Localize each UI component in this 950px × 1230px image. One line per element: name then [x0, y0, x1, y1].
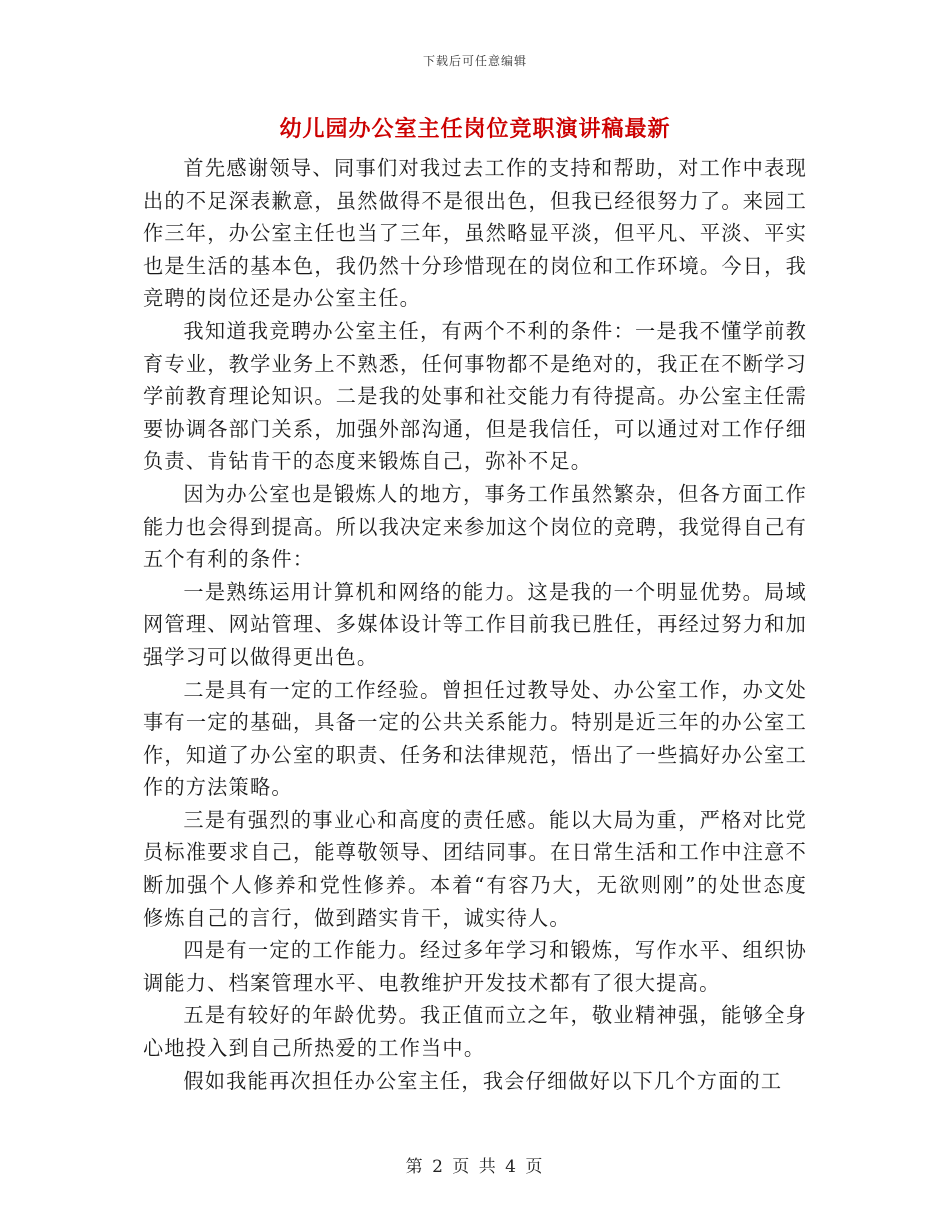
- paragraph: 四是有一定的工作能力。经过多年学习和锻炼，写作水平、组织协调能力、档案管理水平、电教维护开发技术都有了很大提高。: [143, 938, 807, 995]
- header-note: 下载后可任意编辑: [422, 54, 527, 68]
- paragraph: 首先感谢领导、同事们对我过去工作的支持和帮助，对工作中表现出的不足深表歉意，虽然做得不是很出色，但我已经很努力了。来园工作三年，办公室主任也当了三年，虽然略显平淡，但平凡、平淡、平实也是生活的基本色，我仍然十分珍惜现在的岗位和工作环境。今日，我竞聘的岗位还是办公室主任。: [143, 156, 807, 311]
- paragraph: 因为办公室也是锻炼人的地方，事务工作虽然繁杂，但各方面工作能力也会得到提高。所以我决定来参加这个岗位的竞聘，我觉得自己有五个有利的条件：: [143, 481, 807, 572]
- document-title: 幼儿园办公室主任岗位竞职演讲稿最新: [279, 117, 671, 142]
- paragraph: 我知道我竞聘办公室主任，有两个不利的条件：一是我不懂学前教育专业，教学业务上不熟悉，任何事物都不是绝对的，我正在不断学习学前教育理论知识。二是我的处事和社交能力有待提高。办公室主任需要协调各部门关系，加强外部沟通，但是我信任，可以通过对工作仔细负责、肯钻肯干的态度来锻炼自己，弥补不足。: [143, 318, 807, 474]
- paragraph: 二是具有一定的工作经验。曾担任过教导处、办公室工作，办文处事有一定的基础，具备一定的公共关系能力。特别是近三年的办公室工作，知道了办公室的职责、任务和法律规范，悟出了一些搞好办公室工作的方法策略。: [143, 677, 807, 800]
- paragraph: 一是熟练运用计算机和网络的能力。这是我的一个明显优势。局域网管理、网站管理、多媒体设计等工作目前我已胜任，再经过努力和加强学习可以做得更出色。: [143, 579, 807, 669]
- paragraph: 三是有强烈的事业心和高度的责任感。能以大局为重，严格对比党员标准要求自己，能尊敬领导、团结同事。在日常生活和工作中注意不断加强个人修养和党性修养。本着“有容乃大，无欲则刚”的处世态度修炼自己的言行，做到踏实肯干，诚实待人。: [143, 807, 807, 930]
- paragraph: 五是有较好的年龄优势。我正值而立之年，敬业精神强，能够全身心地投入到自己所热爱的工作当中。: [143, 1003, 807, 1061]
- page-number: 第 2 页 共 4 页: [405, 1157, 545, 1177]
- document-body: [143, 152, 807, 1097]
- paragraph: 假如我能再次担任办公室主任，我会仔细做好以下几个方面的工: [183, 1068, 783, 1093]
